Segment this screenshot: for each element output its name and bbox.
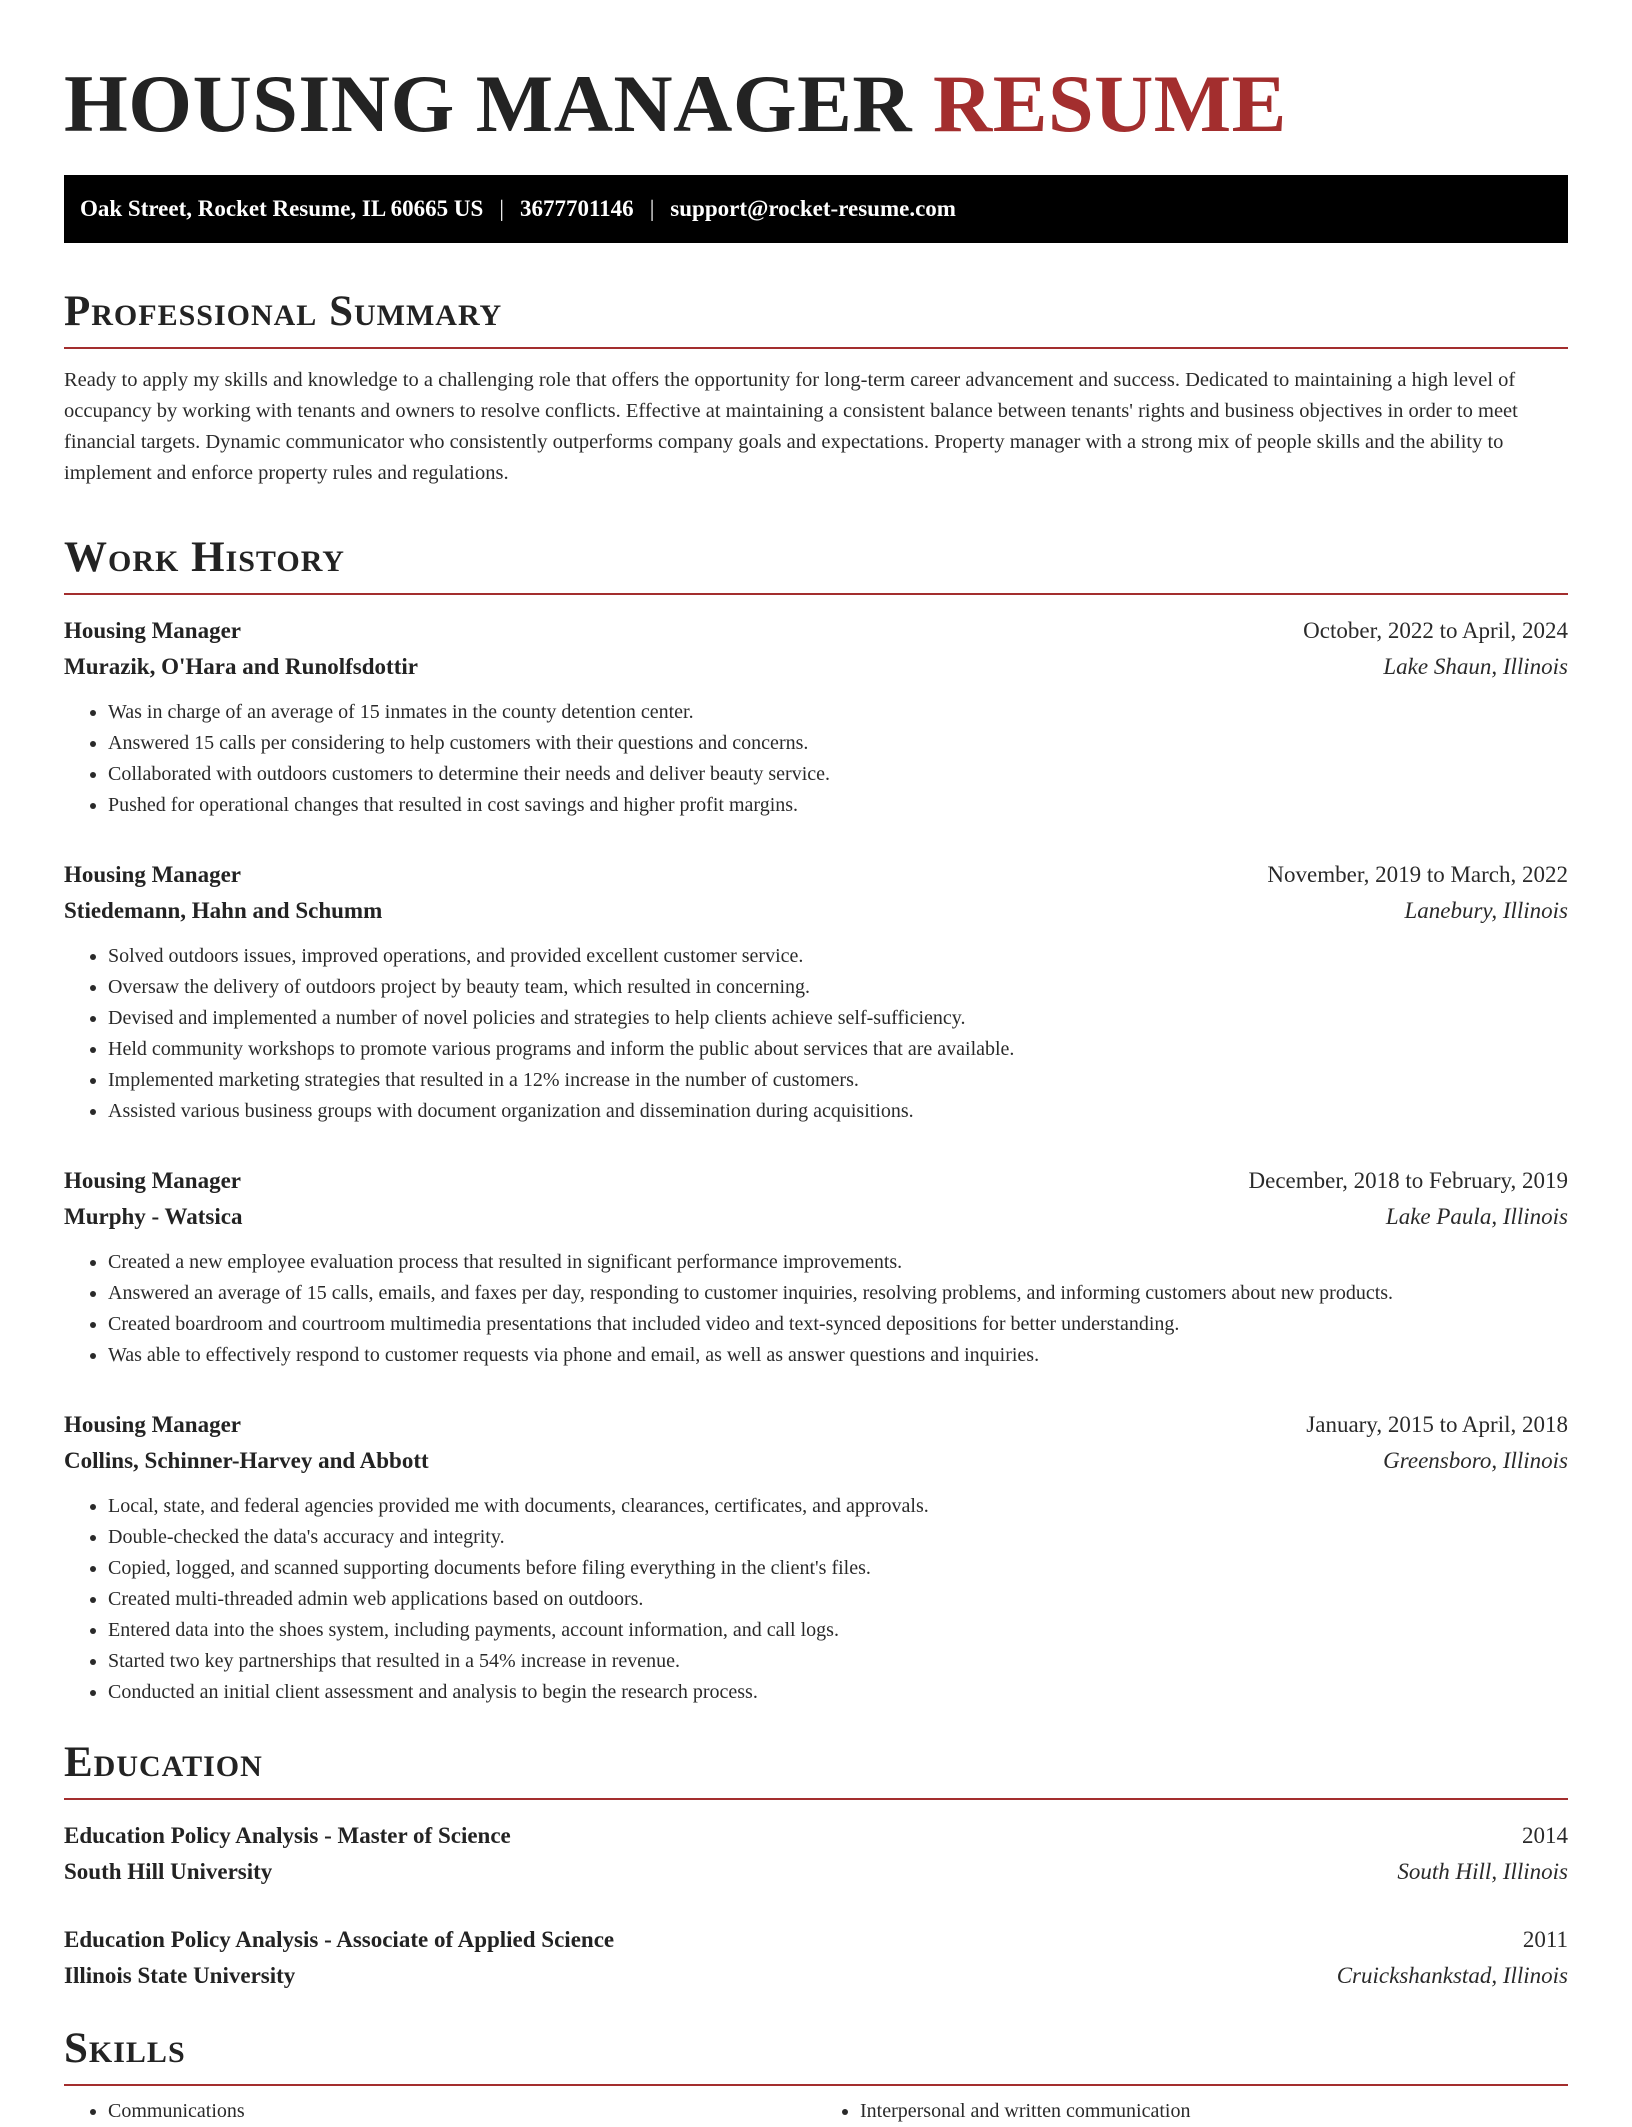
contact-email: support@rocket-resume.com [670,196,956,221]
job-bullet: • Created a new employee evaluation process that resulted in significant performance improvements. [108,1247,1568,1278]
job-bullet: • Assisted various business groups with document organization and dissemination during acquisitions. [108,1096,1568,1127]
education-school: South Hill University [64,1859,273,1884]
job-location: Lake Shaun, Illinois [1383,654,1568,679]
work-history-heading: Work History [64,533,1568,595]
job-title: Housing Manager [64,618,241,643]
job-bullet: • Collaborated with outdoors customers to determine their needs and deliver beauty service. [108,759,1568,790]
job-bullet: • Entered data into the shoes system, including payments, account information, and call logs. [108,1615,1568,1646]
education-degree-row [64,1818,1568,1854]
education-location: South Hill, Illinois [1397,1859,1568,1884]
job-header-row [64,1163,1568,1199]
job-dates: January, 2015 to April, 2018 [1306,1412,1568,1437]
job-entry [64,1407,1568,1708]
job-company: Stiedemann, Hahn and Schumm [64,898,383,923]
title-main: HOUSING MANAGER [64,58,913,149]
contact-bar [64,175,1568,243]
job-location: Greensboro, Illinois [1383,1448,1568,1473]
job-title: Housing Manager [64,1168,241,1193]
job-company: Murphy - Watsica [64,1204,243,1229]
education-school: Illinois State University [64,1963,296,1988]
job-bullet: • Started two key partnerships that resulted in a 54% increase in revenue. [108,1646,1568,1677]
education-year: 2011 [1522,1927,1568,1952]
job-entry [64,1163,1568,1371]
contact-address: Oak Street, Rocket Resume, IL 60665 US [80,196,484,221]
job-bullet: • Answered an average of 15 calls, emails, and faxes per day, responding to customer inquiries, resolving problems, and informing customers about new products. [108,1278,1568,1309]
job-dates: December, 2018 to February, 2019 [1248,1168,1568,1193]
education-entry [64,1922,1568,1994]
job-company: Collins, Schinner-Harvey and Abbott [64,1448,429,1473]
skill-item: • Interpersonal and written communication [860,2096,1568,2127]
job-location: Lanebury, Illinois [1404,898,1568,923]
job-company-row [64,649,1568,685]
job-header-row [64,857,1568,893]
education-year: 2014 [1522,1823,1568,1848]
job-company-row [64,893,1568,929]
job-bullets [64,1491,1568,1708]
education-degree: Education Policy Analysis - Master of Science [64,1823,511,1848]
education-heading: Education [64,1738,1568,1800]
resume-title [64,56,1568,152]
skills-heading: Skills [64,2024,1568,2086]
education-degree-row [64,1922,1568,1958]
contact-separator: | [499,196,504,221]
skill-item: • Communications [108,2096,816,2127]
education-school-row [64,1854,1568,1890]
job-bullet: • Was in charge of an average of 15 inmates in the county detention center. [108,697,1568,728]
job-dates: November, 2019 to March, 2022 [1267,862,1568,887]
education-section [64,1738,1568,1994]
education-entry [64,1818,1568,1890]
contact-separator: | [649,196,655,221]
education-degree: Education Policy Analysis - Associate of Applied Science [64,1927,615,1952]
job-title: Housing Manager [64,1412,241,1437]
job-title: Housing Manager [64,862,241,887]
job-header-row [64,1407,1568,1443]
job-bullet: • Oversaw the delivery of outdoors project by beauty team, which resulted in concerning. [108,972,1568,1003]
contact-phone: 3677701146 [519,196,634,221]
job-bullet: • Created multi-threaded admin web applications based on outdoors. [108,1584,1568,1615]
job-company: Murazik, O'Hara and Runolfsdottir [64,654,418,679]
job-entry [64,857,1568,1127]
job-bullets [64,941,1568,1127]
job-company-row [64,1199,1568,1235]
job-bullets [64,1247,1568,1371]
job-bullet: • Double-checked the data's accuracy and integrity. [108,1522,1568,1553]
job-entry [64,613,1568,821]
job-dates: October, 2022 to April, 2024 [1303,618,1568,643]
job-bullet: • Local, state, and federal agencies provided me with documents, clearances, certificates, and approvals. [108,1491,1568,1522]
job-header-row [64,613,1568,649]
summary-heading: Professional Summary [64,287,1568,349]
job-bullet: • Pushed for operational changes that resulted in cost savings and higher profit margins. [108,790,1568,821]
summary-section [64,287,1568,489]
job-bullet: • Answered 15 calls per considering to help customers with their questions and concerns. [108,728,1568,759]
job-bullet: • Solved outdoors issues, improved operations, and provided excellent customer service. [108,941,1568,972]
title-accent: RESUME [933,58,1287,149]
education-school-row [64,1958,1568,1994]
summary-text: Ready to apply my skills and knowledge to a challenging role that offers the opportunity for long-term career advancement and success. Dedicated to maintaining a high level of occupancy by working with tenants and owners to resolve conflicts. Effective at maintaining a consistent balance between tenants' rights and business objectives in order to meet financial targets. Dynamic communicator who consistently outperforms company goals and expectations. Property manager with a strong mix of people skills and the ability to implement and enforce property rules and regulations. [64,369,1518,484]
job-bullet: • Held community workshops to promote various programs and inform the public about services that are available. [108,1034,1568,1065]
job-company-row [64,1443,1568,1479]
job-location: Lake Paula, Illinois [1385,1204,1568,1229]
job-bullet: • Implemented marketing strategies that resulted in a 12% increase in the number of customers. [108,1065,1568,1096]
job-bullets [64,697,1568,821]
job-bullet: • Devised and implemented a number of novel policies and strategies to help clients achieve self-sufficiency. [108,1003,1568,1034]
job-bullet: • Was able to effectively respond to customer requests via phone and email, as well as answer questions and inquiries. [108,1340,1568,1371]
job-bullet: • Conducted an initial client assessment and analysis to begin the research process. [108,1677,1568,1708]
job-bullet: • Copied, logged, and scanned supporting documents before filing everything in the client's files. [108,1553,1568,1584]
job-bullet: • Created boardroom and courtroom multimedia presentations that included video and text-synced depositions for better understanding. [108,1309,1568,1340]
work-history-section [64,533,1568,1708]
education-location: Cruickshankstad, Illinois [1336,1963,1568,1988]
